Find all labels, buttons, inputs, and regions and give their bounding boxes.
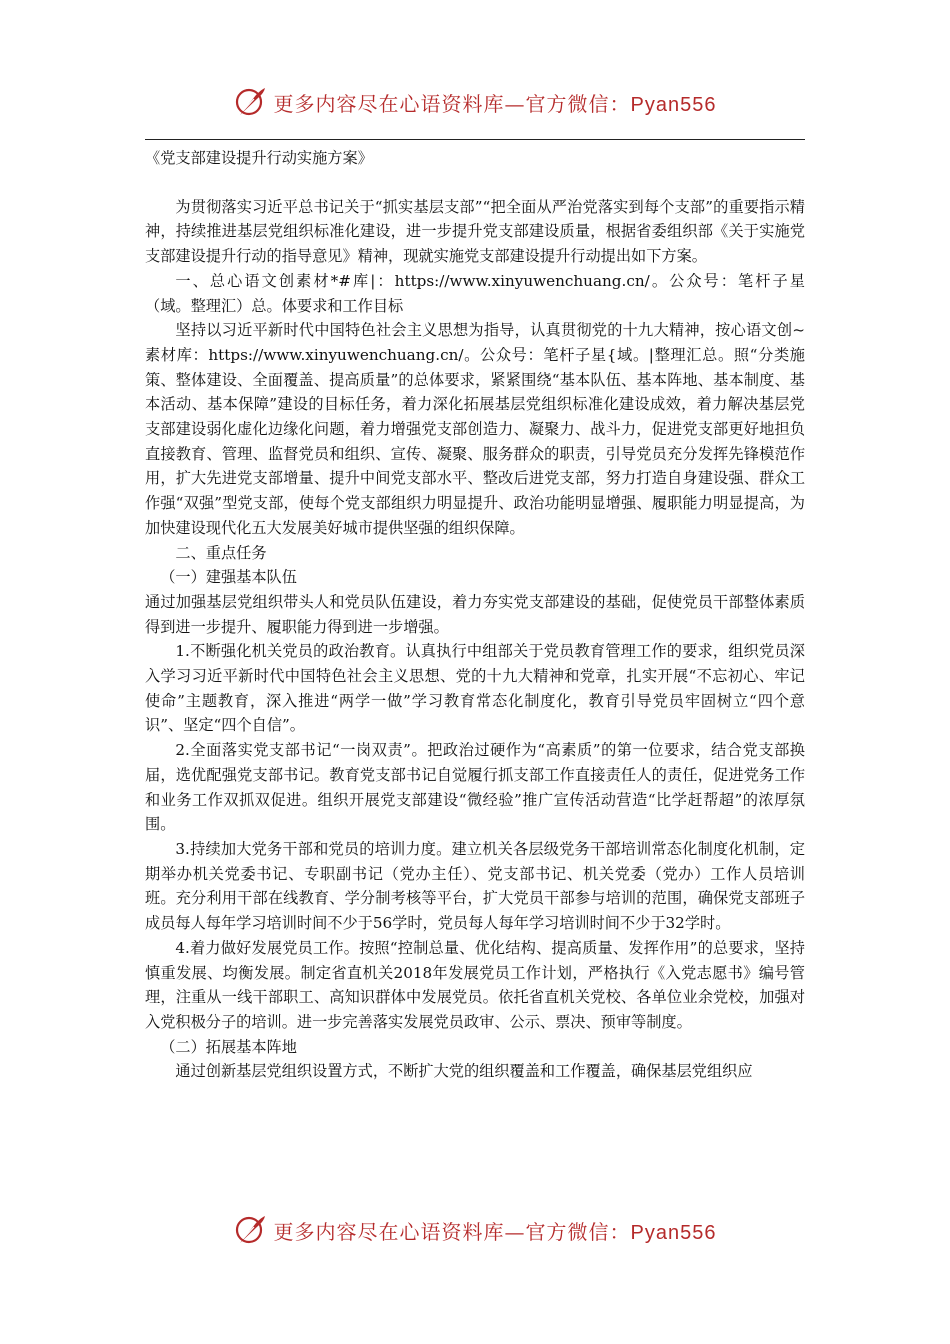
document-body [145,146,805,1084]
paragraph: 通过创新基层党组织设置方式，不断扩大党的组织覆盖和工作覆盖，确保基层党组织应 [175,1062,753,1081]
paragraph: 坚持以习近平新时代中国特色社会主义思想为指导，认真贯彻党的十九大精神，按心语文创~素材库：https://www.xinyuwenchuang.cn/。公众号：笔杆子星{域。|整理汇总。照“分类施策、整体建设、全面覆盖、提高质量”的总体要求，紧紧围绕“基本队伍、基本阵地、基本制度、基本活动、基本保障”建设的目标任务，着力深化拓展基层党组织标准化建设成效，着力解决基层党支部建设弱化虚化边缘化问题，着力增强党支部创造力、凝聚力、战斗力，促进党支部更好地担负直接教育、管理、监督党员和组织、宣传、凝聚、服务群众的职责，引导党员充分发挥先锋模范作用，扩大先进党支部增量、提升中间党支部水平、整改后进党支部，努力打造自身建设强、群众工作强“双强”型党支部，使每个党支部组织力明显提升、政治功能明显增强、履职能力明显提高，为加快建设现代化五大发展美好城市提供坚强的组织保障。 [145,321,805,537]
list-item: 4.着力做好发展党员工作。按照“控制总量、优化结构、提高质量、发挥作用”的总要求，坚持慎重发展、均衡发展。制定省直机关2018年发展党员工作计划，严格执行《入党志愿书》编号管理，注重从一线干部职工、高知识群体中发展党员。依托省直机关党校、各单位业余党校，加强对入党积极分子的培训。进一步完善落实发展党员政审、公示、票决、预审等制度。 [145,938,805,1031]
wechat-id: Pyan556 [630,1221,717,1244]
section-heading: 二、重点任务 [175,543,267,562]
quill-logo-icon [234,85,268,119]
wechat-id: Pyan556 [630,93,717,116]
paragraph: 通过加强基层党组织带头人和党员队伍建设，着力夯实党支部建设的基础，促使党员干部整体素质得到进一步提升、履职能力得到进一步增强。 [145,592,805,636]
banner-text: 更多内容尽在心语资料库—官方微信：Pyan556 [273,91,717,116]
footer-banner [0,1210,950,1250]
header-divider [145,139,805,140]
subsection-heading: （二）拓展基本阵地 [160,1037,297,1056]
document-title: 《党支部建设提升行动实施方案》 [145,149,373,167]
paragraph: 为贯彻落实习近平总书记关于“抓实基层支部”“把全面从严治党落实到每个支部”的重要指示精神，持续推进基层党组织标准化建设，进一步提升党支部建设质量，根据省委组织部《关于实施党支部建设提升行动的指导意见》精神，现就实施党支部建设提升行动提出如下方案。 [145,197,805,266]
subsection-heading: （一）建强基本队伍 [160,568,297,587]
header-banner [0,82,950,122]
banner-text: 更多内容尽在心语资料库—官方微信：Pyan556 [273,1219,717,1244]
list-item: 3.持续加大党务干部和党员的培训力度。建立机关各层级党务干部培训常态化制度化机制，定期举办机关党委书记、专职副书记（党办主任）、党支部书记、机关党委（党办）工作人员培训班。充分利用干部在线教育、学分制考核等平台，扩大党员干部参与培训的范围，确保党支部班子成员每人每年学习培训时间不少于56学时，党员每人每年学习培训时间不少于32学时。 [145,839,805,933]
list-item: 1.不断强化机关党员的政治教育。认真执行中组部关于党员教育管理工作的要求，组织党员深入学习习近平新时代中国特色社会主义思想、党的十九大精神和党章，扎实开展“不忘初心、牢记使命”主题教育，深入推进“两学一做”学习教育常态化制度化，教育引导党员牢固树立“四个意识”、坚定“四个自信”。 [145,642,805,735]
paragraph: 一、总心语文创素材*#库|：https://www.xinyuwenchuang.cn/。公众号：笔杆子星（域。整理汇）总。体要求和工作目标 [145,271,805,315]
quill-logo-icon [234,1213,268,1247]
list-item: 2.全面落实党支部书记“一岗双责”。把政治过硬作为“高素质”的第一位要求，结合党支部换届，选优配强党支部书记。教育党支部书记自觉履行抓支部工作直接责任人的责任，促进党务工作和业务工作双抓双促进。组织开展党支部建设“微经验”推广宣传活动营造“比学赶帮超”的浓厚氛围。 [145,741,805,834]
